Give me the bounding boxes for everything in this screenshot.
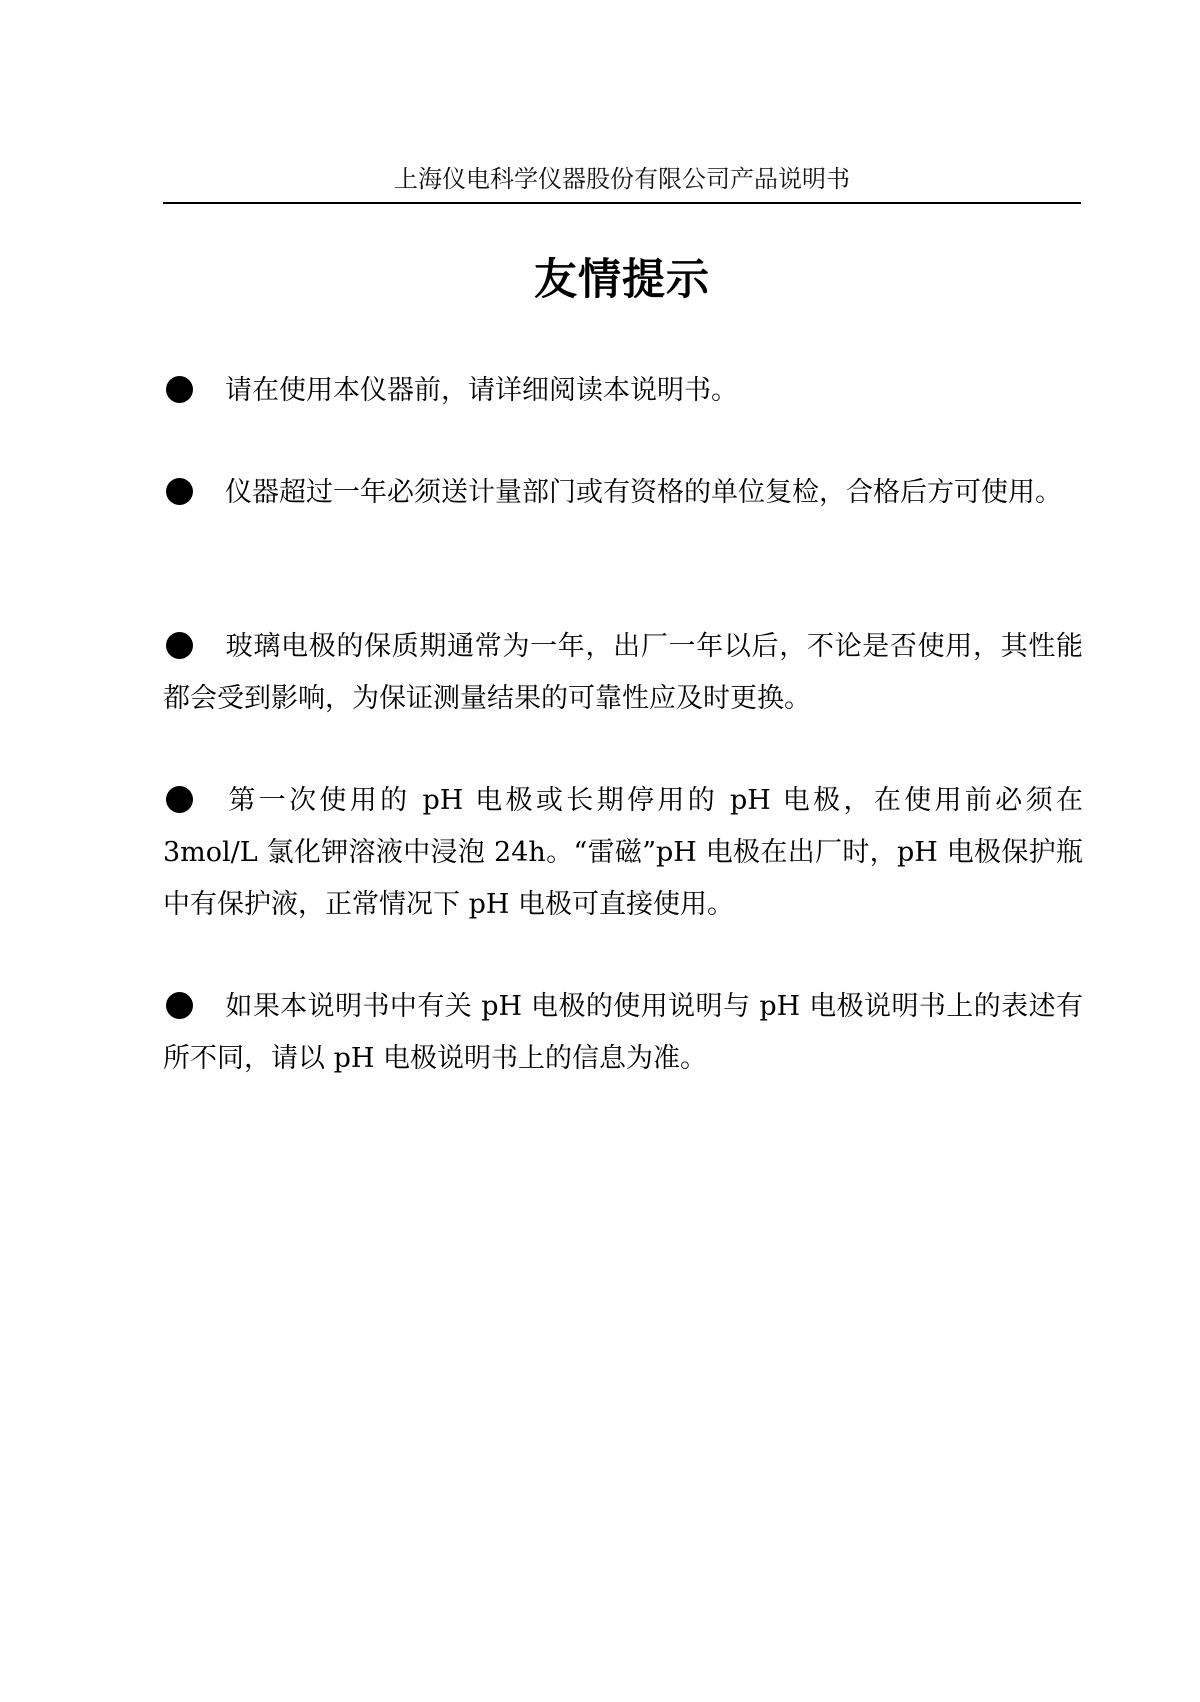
- bullet-icon: [166, 786, 193, 813]
- header-company-manual: 上海仪电科学仪器股份有限公司产品说明书: [394, 165, 850, 193]
- tip-item: [163, 775, 1083, 931]
- tip-item: [163, 365, 1083, 417]
- tip-text: 如果本说明书中有关 pH 电极的使用说明与 pH 电极说明书上的表述有所不同，请以 pH 电极说明书上的信息为准。: [163, 991, 1083, 1074]
- page-title: 友情提示: [534, 255, 710, 305]
- tip-text: 玻璃电极的保质期通常为一年，出厂一年以后，不论是否使用，其性能都会受到影响，为保证测量结果的可靠性应及时更换。: [163, 631, 1083, 714]
- bullet-icon: [166, 632, 193, 659]
- tip-text: 仪器超过一年必须送计量部门或有资格的单位复检，合格后方可使用。: [225, 477, 1062, 508]
- page-header: [163, 160, 1081, 204]
- bullet-icon: [166, 992, 193, 1019]
- tip-text: 第一次使用的 pH 电极或长期停用的 pH 电极，在使用前必须在 3mol/L 氯化钾溶液中浸泡 24h。“雷磁”pH 电极在出厂时，pH 电极保护瓶中有保护液，正常情况下 pH 电极可直接使用。: [163, 785, 1083, 920]
- tip-item: [163, 981, 1083, 1085]
- bullet-icon: [166, 478, 193, 505]
- tip-item: [163, 621, 1083, 725]
- bullet-icon: [166, 376, 193, 403]
- tip-text: 请在使用本仪器前，请详细阅读本说明书。: [225, 375, 738, 406]
- tip-item: [163, 467, 1083, 519]
